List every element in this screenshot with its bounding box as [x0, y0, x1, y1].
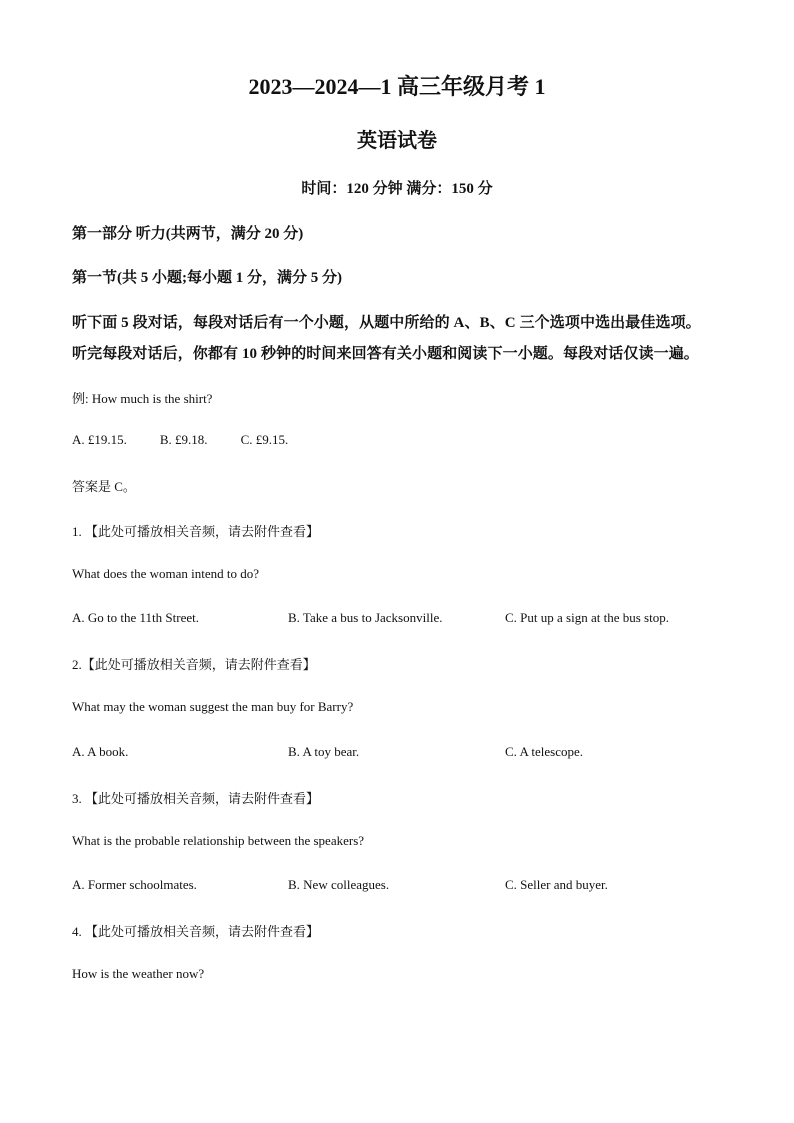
q1-option-a: A. Go to the 11th Street.	[72, 610, 199, 625]
instructions-line-1: 听下面 5 段对话，每段对话后有一个小题，从题中所给的 A、B、C 三个选项中选出最佳选项。	[72, 315, 701, 331]
q3-option-a: A. Former schoolmates.	[72, 877, 197, 892]
q2-option-c: C. A telescope.	[505, 744, 583, 759]
time-and-score: 时间：120 分钟 满分：150 分	[301, 181, 493, 197]
example-option-b: B. £9.18.	[159, 432, 208, 447]
q1-audio-note: 1. 【此处可播放相关音频，请去附件查看】	[72, 524, 320, 539]
example-option-a: A. £19.15.	[72, 432, 127, 447]
q3-audio-note: 3. 【此处可播放相关音频，请去附件查看】	[72, 791, 320, 806]
q2-option-b: B. A toy bear.	[288, 744, 360, 759]
example-answer: 答案是 C。	[72, 479, 136, 494]
q1-option-b: B. Take a bus to Jacksonville.	[288, 610, 443, 625]
instructions-line-2: 听完每段对话后，你都有 10 秒钟的时间来回答有关小题和阅读下一小题。每段对话仅读一遍。	[72, 346, 699, 362]
q2-audio-note: 2.【此处可播放相关音频，请去附件查看】	[72, 657, 316, 672]
q3-option-b: B. New colleagues.	[288, 877, 390, 892]
q1-question: What does the woman intend to do?	[72, 566, 260, 581]
q4-question: How is the weather now?	[72, 966, 205, 981]
part1-heading: 第一部分 听力(共两节，满分 20 分)	[72, 226, 304, 242]
example-option-c: C. £9.15.	[240, 432, 289, 447]
example-question: 例: How much is the shirt?	[72, 391, 213, 406]
q2-question: What may the woman suggest the man buy for Barry?	[72, 699, 354, 714]
exam-subject: 英语试卷	[357, 130, 437, 152]
q2-option-a: A. A book.	[72, 744, 129, 759]
section1-heading: 第一节(共 5 小题;每小题 1 分，满分 5 分)	[72, 270, 342, 286]
q1-option-c: C. Put up a sign at the bus stop.	[505, 610, 669, 625]
q4-audio-note: 4. 【此处可播放相关音频，请去附件查看】	[72, 924, 320, 939]
exam-title: 2023—2024—1 高三年级月考 1	[248, 74, 546, 99]
q3-question: What is the probable relationship between the speakers?	[72, 833, 365, 848]
q3-option-c: C. Seller and buyer.	[505, 877, 608, 892]
example-options	[72, 432, 288, 448]
